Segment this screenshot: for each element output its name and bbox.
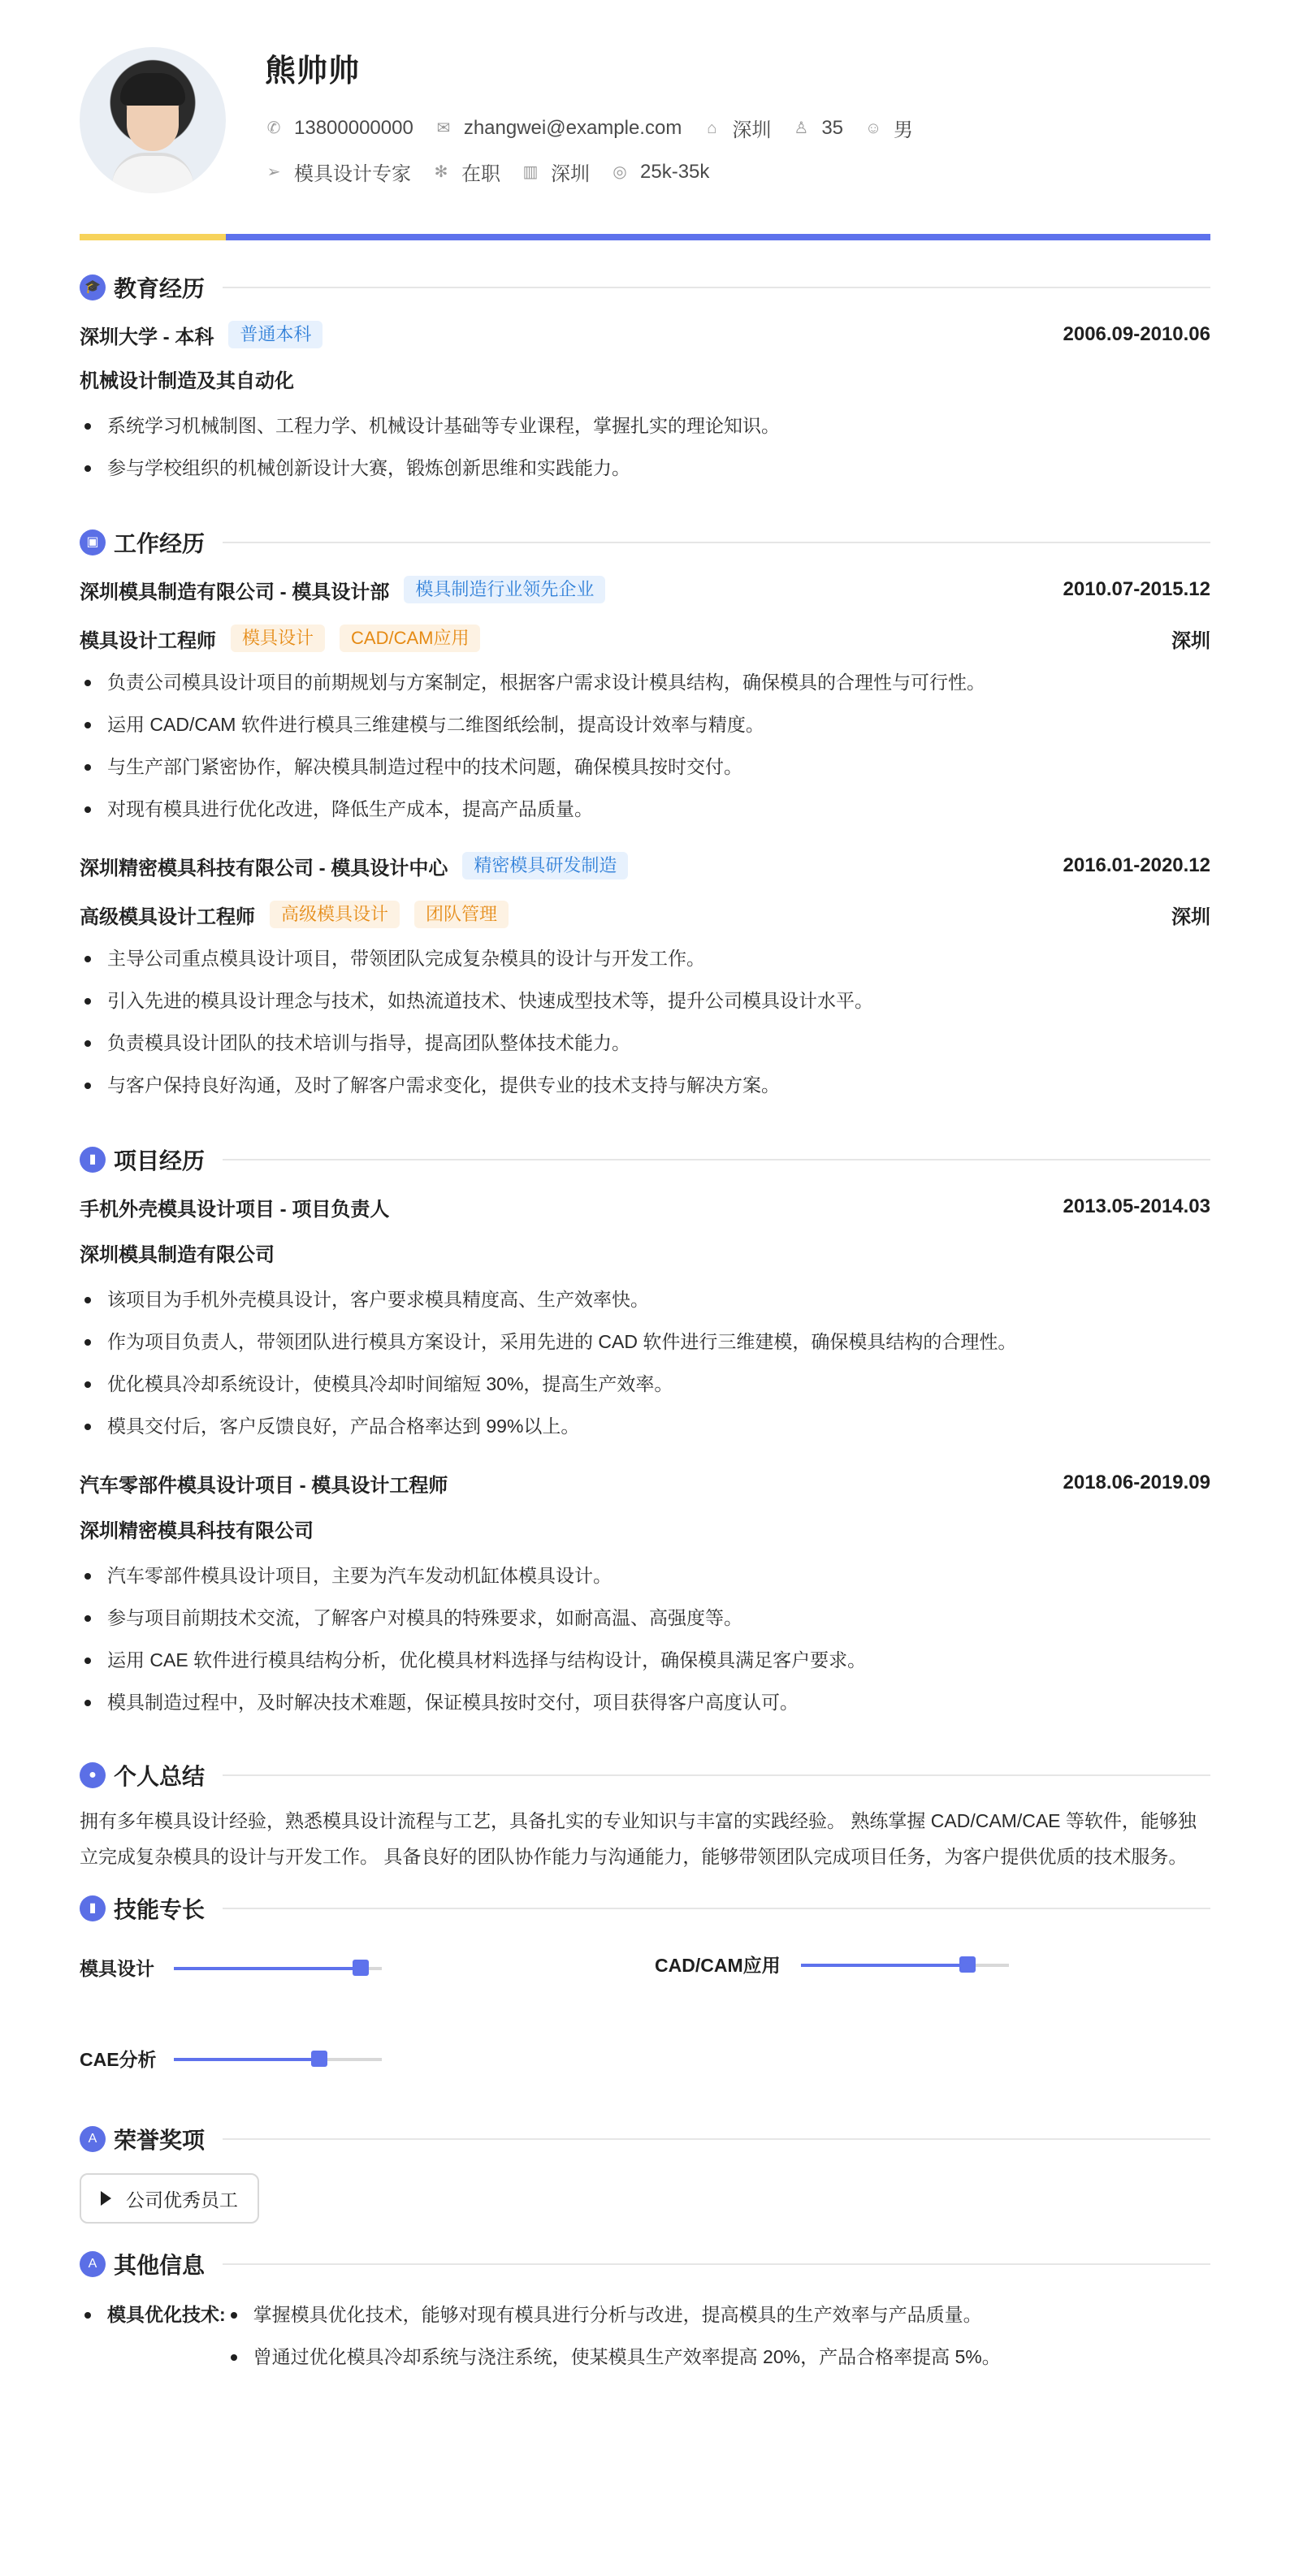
project-entry — [80, 1465, 1210, 1723]
phone-icon: ✆ — [266, 119, 281, 137]
project-name: 汽车零部件模具设计项目 - 模具设计工程师 — [80, 1474, 448, 1497]
status-value: 在职 — [461, 163, 500, 185]
project-bullets — [80, 1554, 1210, 1723]
skill-level-bar — [174, 1967, 382, 1970]
work-bullets — [80, 937, 1210, 1106]
salary-icon: ◎ — [613, 162, 627, 181]
bar-chart-icon: ▮ — [80, 1147, 106, 1173]
gender-value: 男 — [894, 119, 914, 141]
major: 机械设计制造及其自动化 — [80, 370, 294, 392]
company-name: 深圳精密模具科技有限公司 - 模具设计中心 — [80, 857, 448, 880]
gender-icon: ☺ — [864, 119, 882, 137]
list-item: 对现有模具进行优化改进，降低生产成本，提高产品质量。 — [80, 788, 1210, 830]
work-bullets — [80, 661, 1210, 830]
list-item: 模具制造过程中，及时解决技术难题，保证模具按时交付，项目获得客户高度认可。 — [80, 1681, 1210, 1723]
project-name: 手机外壳模具设计项目 - 项目负责人 — [80, 1198, 390, 1221]
other-info-label: 模具优化技术: — [80, 2293, 226, 2378]
resume-header — [80, 0, 1210, 236]
project-entry — [80, 1189, 1210, 1447]
age-value: 35 — [821, 116, 844, 139]
list-item: 与生产部门紧密协作，解决模具制造过程中的技术问题，确保模具按时交付。 — [80, 746, 1210, 788]
project-date: 2013.05-2014.03 — [1063, 1195, 1210, 1217]
education-entry — [80, 317, 1210, 489]
avatar — [80, 47, 226, 193]
target-city-value: 深圳 — [551, 163, 590, 185]
caret-right-icon — [101, 2191, 111, 2206]
contact-row — [265, 114, 934, 142]
header-divider — [80, 234, 1210, 240]
list-item: 运用 CAE 软件进行模具结构分析，优化模具材料选择与结构设计，确保模具满足客户要求。 — [80, 1639, 1210, 1681]
work-date: 2010.07-2015.12 — [1063, 578, 1210, 600]
list-item: 曾通过优化模具冷却系统与浇注系统，使某模具生产效率提高 20%，产品合格率提高 5%。 — [226, 2336, 1001, 2378]
role-name: 模具设计工程师 — [80, 629, 216, 652]
list-item: 参与项目前期技术交流，了解客户对模具的特殊要求，如耐高温、高强度等。 — [80, 1597, 1210, 1639]
email-value: zhangwei@example.com — [463, 116, 682, 139]
role-tag: 高级模具设计 — [270, 901, 400, 928]
other-section-title: A 其他信息 — [80, 2248, 1210, 2280]
company-tag: 模具制造行业领先企业 — [404, 576, 605, 603]
building-icon: ▥ — [522, 162, 539, 181]
education-date: 2006.09-2010.06 — [1063, 323, 1210, 345]
job-intent-row — [265, 158, 730, 186]
project-bullets — [80, 1278, 1210, 1447]
role-tag: 模具设计 — [231, 625, 325, 652]
skills-list — [80, 1936, 1210, 2123]
skill-level-bar — [174, 2058, 382, 2061]
summary-text: 拥有多年模具设计经验，熟悉模具设计流程与工艺，具备扎实的专业知识与丰富的实践经验。 熟练掌握 CAD/CAM/CAE 等软件，能够独立完成复杂模具的设计与开发工作。 具备良好的团队协作能力与沟通能力，能够带领团队完成项目任务，为客户提供优质的技术服务。 — [80, 1810, 1197, 1867]
user-icon: ● — [80, 1762, 106, 1788]
send-icon: ➢ — [266, 162, 281, 181]
skill-level-handle — [353, 1960, 369, 1976]
skill-name: CAD/CAM应用 — [655, 1955, 781, 1976]
position-value: 模具设计专家 — [294, 163, 411, 185]
candidate-name: 熊帅帅 — [265, 54, 361, 89]
briefcase-icon: ▣ — [80, 529, 106, 555]
work-date: 2016.01-2020.12 — [1063, 854, 1210, 876]
list-item: 该项目为手机外壳模具设计，客户要求模具精度高、生产效率快。 — [80, 1278, 1210, 1320]
projects-section-title: ▮ 项目经历 — [80, 1143, 1210, 1176]
list-item: 模具交付后，客户反馈良好，产品合格率达到 99%以上。 — [80, 1405, 1210, 1447]
skill-level-handle — [311, 2051, 327, 2067]
skill-level-bar — [801, 1964, 1009, 1967]
list-item: 引入先进的模具设计理念与技术，如热流道技术、快速成型技术等，提升公司模具设计水平。 — [80, 979, 1210, 1022]
school-tag: 普通本科 — [228, 321, 322, 348]
honor-item-toggle[interactable] — [80, 2173, 259, 2224]
other-info — [80, 2293, 1210, 2378]
honor-item-label: 公司优秀员工 — [126, 2189, 238, 2211]
age-icon: ♙ — [794, 119, 809, 137]
company-tag: 精密模具研发制造 — [462, 852, 628, 880]
list-item: 汽车零部件模具设计项目，主要为汽车发动机缸体模具设计。 — [80, 1554, 1210, 1597]
education-section-title: 🎓 教育经历 — [80, 271, 1210, 304]
skill-name: 模具设计 — [80, 1958, 154, 1979]
role-tag: 团队管理 — [414, 901, 509, 928]
graduation-cap-icon: 🎓 — [80, 274, 106, 300]
work-entry — [80, 848, 1210, 1106]
skill-name: CAE分析 — [80, 2049, 157, 2070]
work-location: 深圳 — [1171, 905, 1210, 928]
company-name: 深圳模具制造有限公司 - 模具设计部 — [80, 581, 390, 603]
list-item: 参与学校组织的机械创新设计大赛，锻炼创新思维和实践能力。 — [80, 447, 1210, 489]
salary-value: 25k-35k — [640, 160, 710, 183]
skills-section-title: ▮ 技能专长 — [80, 1892, 1210, 1925]
list-item: 主导公司重点模具设计项目，带领团队完成复杂模具的设计与开发工作。 — [80, 937, 1210, 979]
list-item: 掌握模具优化技术，能够对现有模具进行分析与改进，提高模具的生产效率与产品质量。 — [226, 2293, 1001, 2336]
list-item: 负责模具设计团队的技术培训与指导，提高团队整体技术能力。 — [80, 1022, 1210, 1064]
project-date: 2018.06-2019.09 — [1063, 1472, 1210, 1493]
status-icon: ✻ — [434, 162, 448, 181]
role-tag: CAD/CAM应用 — [340, 625, 480, 652]
honors-section-title: A 荣誉奖项 — [80, 2123, 1210, 2155]
list-item: 作为项目负责人，带领团队进行模具方案设计，采用先进的 CAD 软件进行三维建模，确保模具结构的合理性。 — [80, 1320, 1210, 1363]
list-item: 负责公司模具设计项目的前期规划与方案制定，根据客户需求设计模具结构，确保模具的合理性与可行性。 — [80, 661, 1210, 703]
mail-icon: ✉ — [436, 119, 451, 137]
skill-level-handle — [959, 1956, 976, 1973]
skill-item — [80, 1951, 382, 1986]
list-item: 运用 CAD/CAM 软件进行模具三维建模与二维图纸绘制，提高设计效率与精度。 — [80, 703, 1210, 746]
home-icon: ⌂ — [707, 119, 717, 137]
work-section-title: ▣ 工作经历 — [80, 526, 1210, 559]
list-item: 与客户保持良好沟通，及时了解客户需求变化，提供专业的技术支持与解决方案。 — [80, 1064, 1210, 1106]
summary-section-title: ● 个人总结 — [80, 1759, 1210, 1792]
city-value: 深圳 — [732, 119, 772, 141]
other-bullets — [226, 2293, 1001, 2378]
award-icon: A — [80, 2126, 106, 2152]
list-item: 优化模具冷却系统设计，使模具冷却时间缩短 30%，提高生产效率。 — [80, 1363, 1210, 1405]
education-bullets — [80, 404, 1210, 489]
work-entry — [80, 572, 1210, 830]
project-company: 深圳模具制造有限公司 — [80, 1244, 275, 1266]
phone-value: 13800000000 — [294, 116, 413, 139]
school-name: 深圳大学 - 本科 — [80, 326, 214, 348]
list-item: 系统学习机械制图、工程力学、机械设计基础等专业课程，掌握扎实的理论知识。 — [80, 404, 1210, 447]
role-name: 高级模具设计工程师 — [80, 905, 255, 928]
skill-item — [655, 1947, 1009, 1983]
project-company: 深圳精密模具科技有限公司 — [80, 1520, 314, 1542]
bar-chart-icon: ▮ — [80, 1895, 106, 1921]
work-location: 深圳 — [1171, 629, 1210, 652]
skill-item — [80, 2042, 382, 2077]
info-icon: A — [80, 2251, 106, 2277]
